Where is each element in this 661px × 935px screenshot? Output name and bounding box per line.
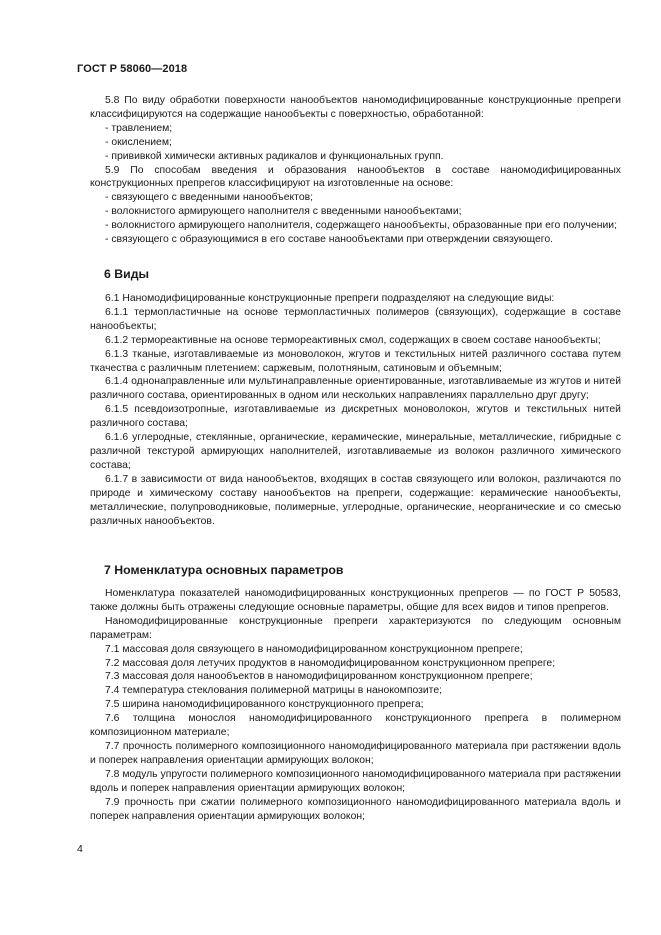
- paragraph: 7.6 толщина монослоя наномодифицированного конструкционного препрега в полимерном композиционном материале;: [90, 713, 621, 739]
- paragraph: 6.1.3 тканые, изготавливаемые из моноволокон, жгутов и текстильных нитей различного состава путем ткачества с различным плетением: саржевым, полотняным, сатиновым и объемным;: [90, 348, 621, 374]
- paragraph: 7.1 массовая доля связующего в наномодифицированном конструкционном препреге;: [105, 643, 523, 655]
- section-5-continued: [90, 94, 621, 247]
- paragraph: 6.1 Наномодифицированные конструкционные препреги подразделяют на следующие виды:: [105, 293, 555, 304]
- list-item: - связующего с введенными нанообъектов;: [105, 192, 314, 204]
- section-7-heading: 7 Номенклатура основных параметров: [104, 563, 344, 577]
- paragraph: Номенклатура показателей наномодифицированных конструкционных препрегов — по ГОСТ Р 50583, также должны быть отражены следующие основные параметры, общие для всех видов и типов препрегов.: [90, 588, 621, 613]
- list-item: - прививкой химически активных радикалов и функциональных групп.: [105, 150, 444, 162]
- list-item: - травлением;: [105, 122, 173, 134]
- standard-header: ГОСТ Р 58060—2018: [77, 63, 188, 75]
- paragraph: 6.1.5 псевдоизотропные, изготавливаемые из дискретных моноволокон, жгутов и текстильных нитей различного состава;: [90, 404, 621, 430]
- paragraph-5-8: 5.8 По виду обработки поверхности нанообъектов наномодифицированные конструкционные препреги классифицируются на содержащие нанообъекты с поверхностью, обработанной:: [90, 95, 621, 120]
- paragraph: 7.7 прочность полимерного композиционного наномодифицированного материала при растяжении вдоль и поперек направления ориентации армирующих волокон;: [90, 740, 621, 766]
- section-7-body: [90, 587, 621, 823]
- paragraph: 7.3 массовая доля нанообъектов в наномодифицированном конструкционном препреге;: [105, 671, 533, 683]
- paragraph: Наномодифицированные конструкционные препреги характеризуются по следующим основным параметрам:: [90, 615, 621, 641]
- section-6-body: [90, 292, 621, 528]
- paragraph: 7.4 температура стеклования полимерной матрицы в нанокомпозите;: [105, 685, 442, 697]
- page-number: 4: [77, 843, 83, 855]
- paragraph: 6.1.1 термопластичные на основе термопластичных полимеров (связующих), содержащие в составе нанообъекты;: [90, 306, 621, 332]
- section-6-heading: 6 Виды: [104, 267, 150, 281]
- paragraph: 7.8 модуль упругости полимерного композиционного наномодифицированного материала при растяжении вдоль и поперек направления ориентации армирующих волокон;: [90, 768, 621, 794]
- list-item: - волокнистого армирующего наполнителя с введенными нанообъектами;: [105, 206, 462, 218]
- paragraph: 6.1.6 углеродные, стеклянные, органические, керамические, минеральные, металлические, гибридные с различной текстурой армирующих наполнителей, изготавливаемые из волокон различного химического состава;: [90, 432, 621, 471]
- paragraph: 6.1.2 термореактивные на основе термореактивных смол, содержащих в своем составе нанообъекты;: [105, 334, 601, 346]
- paragraph-5-9: 5.9 По способам введения и образования нанообъектов в составе наномодифицированных конструкционных препрегов классифицируют на изготовленные на основе:: [90, 164, 621, 190]
- paragraph: 7.5 ширина наномодифицированного конструкционного препрега;: [105, 699, 424, 711]
- list-item: - волокнистого армирующего наполнителя, содержащего нанообъекты, образованные при его получении;: [105, 220, 617, 232]
- paragraph: 7.2 массовая доля летучих продуктов в наномодифицированном конструкционном препреге;: [105, 657, 556, 669]
- paragraph: 6.1.4 однонаправленные или мультинаправленные ориентированные, изготавливаемые из жгутов и нитей различного состава, ориентированных в одном или нескольких направлениях параллельно друг другу;: [90, 376, 621, 402]
- paragraph: 7.9 прочность при сжатии полимерного композиционного наномодифицированного материала вдоль и поперек направления ориентации армирующих волокон;: [90, 796, 621, 822]
- list-item: - окислением;: [105, 136, 172, 148]
- list-item: - связующего с образующимися в его составе нанообъектами при отверждении связующего.: [105, 234, 554, 246]
- paragraph: 6.1.7 в зависимости от вида нанообъектов, входящих в состав связующего или волокон, различаются по природе и химическому составу нанообъектов на препреги, содержащие: керамические нанообъекты, металлические, полупроводниковые, полимерные, углеродные, органические, неорганические и со смесью различных нанообъектов.: [90, 473, 621, 527]
